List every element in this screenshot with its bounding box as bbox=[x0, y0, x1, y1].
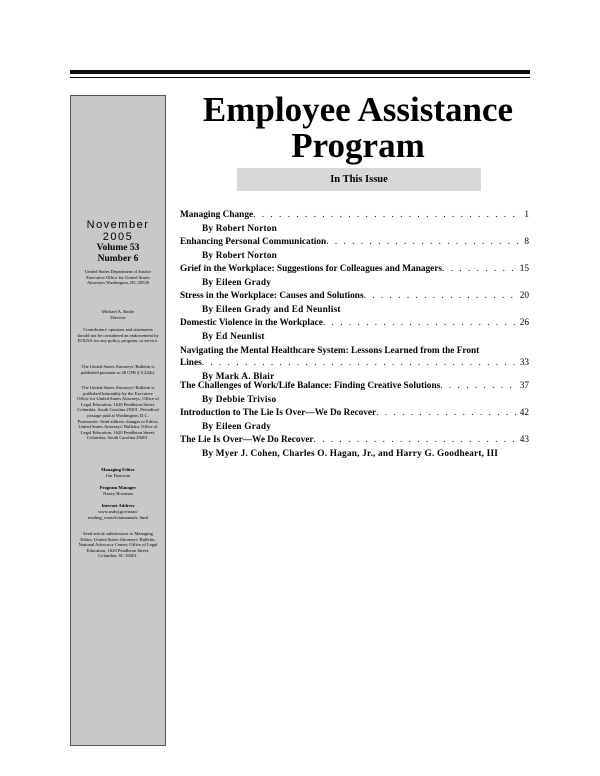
toc-entry bbox=[180, 435, 529, 461]
toc-author: By Eileen Grady and Ed Neunlist bbox=[202, 305, 341, 315]
toc-page: 33 bbox=[519, 358, 529, 368]
toc-entry bbox=[180, 264, 529, 290]
toc-author: By Robert Norton bbox=[202, 224, 277, 234]
toc-leader bbox=[440, 381, 515, 391]
toc-title: Grief in the Workplace: Suggestions for Colleagues and Managers bbox=[180, 264, 443, 274]
toc-entry bbox=[180, 408, 529, 434]
toc-author: By Eileen Grady bbox=[202, 278, 272, 288]
sidebar-masthead bbox=[70, 95, 166, 746]
in-this-issue-header: In This Issue bbox=[237, 168, 481, 191]
toc-title-line-1: Navigating the Mental Healthcare System: Lessons Learned from the Front bbox=[180, 346, 480, 356]
header-rule-thick bbox=[70, 70, 530, 74]
issue-number: Number 6 bbox=[97, 254, 139, 264]
toc-page: 1 bbox=[524, 210, 529, 220]
toc-page: 43 bbox=[519, 435, 529, 445]
internet-address: www.usdoj.gov/usao/ reading_room/foiamanuals. html bbox=[87, 509, 149, 520]
header-rule-thin bbox=[70, 77, 530, 78]
toc-leader bbox=[442, 264, 516, 274]
toc-author: By Debbie Triviso bbox=[202, 395, 277, 405]
toc-page: 15 bbox=[519, 264, 529, 274]
toc-leader bbox=[326, 237, 520, 247]
toc-leader bbox=[313, 435, 515, 445]
issue-month: November bbox=[86, 219, 150, 231]
director-name: Michael A. Battle bbox=[101, 309, 135, 314]
toc-leader bbox=[323, 318, 516, 328]
toc-entry bbox=[180, 381, 529, 407]
cfr-text: The United States Attorneys' Bulletin is published pursuant to 28 CFR § 0.22(b). bbox=[80, 364, 156, 375]
toc-entry bbox=[180, 318, 529, 344]
toc-author: By Mark A. Blair bbox=[202, 372, 275, 382]
toc-title: Lines bbox=[180, 358, 202, 368]
program-manager-label: Program Manager bbox=[99, 485, 137, 490]
toc-title: The Challenges of Work/Life Balance: Finding Creative Solutions bbox=[180, 381, 441, 391]
toc-entry bbox=[180, 291, 529, 317]
internet-label: Internet Address bbox=[101, 503, 135, 508]
toc-author: By Eileen Grady bbox=[202, 422, 272, 432]
page-title bbox=[180, 92, 536, 164]
toc-author: By Myer J. Cohen, Charles O. Hagan, Jr., and Harry G. Goodheart, III bbox=[202, 449, 499, 459]
toc-page: 42 bbox=[519, 408, 529, 418]
toc-entry bbox=[180, 237, 529, 263]
publisher-text: United States Department of Justice Executive Office for United States Attorneys Washington, DC 20530 bbox=[84, 269, 152, 286]
toc-entry bbox=[180, 345, 529, 384]
title-line-1: Employee Assistance bbox=[202, 90, 514, 129]
toc-author: By Robert Norton bbox=[202, 251, 277, 261]
toc-title: Domestic Violence in the Workplace bbox=[180, 318, 323, 328]
publishing-text: The United States Attorneys' Bulletin is published bimonthly by the Executive Office for United States Attorneys, Office of Legal Education, 1620 Pendleton Street, Columbia, South Carolina 29201. Periodical postage paid at Washington, D.C. Postmaster: Send address changes to Editor, United States Attorneys' Bulletin, Office of Legal Education, 1620 Pendleton Street, Columbia, South Carolina 29201. bbox=[77, 385, 159, 441]
issue-year: 2005 bbox=[102, 231, 134, 243]
toc-leader bbox=[364, 291, 516, 301]
managing-editor-label: Managing Editor bbox=[101, 467, 135, 472]
program-manager-name: Nancy Bowman bbox=[103, 491, 133, 496]
toc-title: Managing Change bbox=[180, 210, 254, 220]
title-line-2: Program bbox=[291, 126, 425, 165]
director-title: Director bbox=[110, 315, 126, 320]
toc-title: Introduction to The Lie Is Over—We Do Recover bbox=[180, 408, 377, 418]
toc-leader bbox=[376, 408, 516, 418]
toc-entry bbox=[180, 210, 529, 236]
toc-page: 20 bbox=[519, 291, 529, 301]
issue-volume: Volume 53 bbox=[96, 243, 140, 253]
submission-text: Send article submissions to Managing Editor, United States Attorneys' Bulletin, National Advocacy Center, Office of Legal Education, 1620 Pendleton Street, Columbia, SC 29201. bbox=[78, 531, 158, 559]
managing-editor-name: Jim Donovan bbox=[105, 473, 131, 478]
toc-author: By Ed Neunlist bbox=[202, 332, 265, 342]
disclaimer-text: Contributors' opinions and statements should not be considered an endorsement by EOUSA for any policy, program, or service. bbox=[77, 327, 159, 344]
toc-leader bbox=[202, 358, 516, 368]
toc-page: 26 bbox=[519, 318, 529, 328]
toc-page: 8 bbox=[524, 237, 529, 247]
toc-title: The Lie Is Over—We Do Recover bbox=[180, 435, 314, 445]
toc-leader bbox=[253, 210, 520, 220]
toc-title: Enhancing Personal Communication bbox=[180, 237, 327, 247]
toc-title: Stress in the Workplace: Causes and Solutions bbox=[180, 291, 364, 301]
toc-page: 37 bbox=[519, 381, 529, 391]
